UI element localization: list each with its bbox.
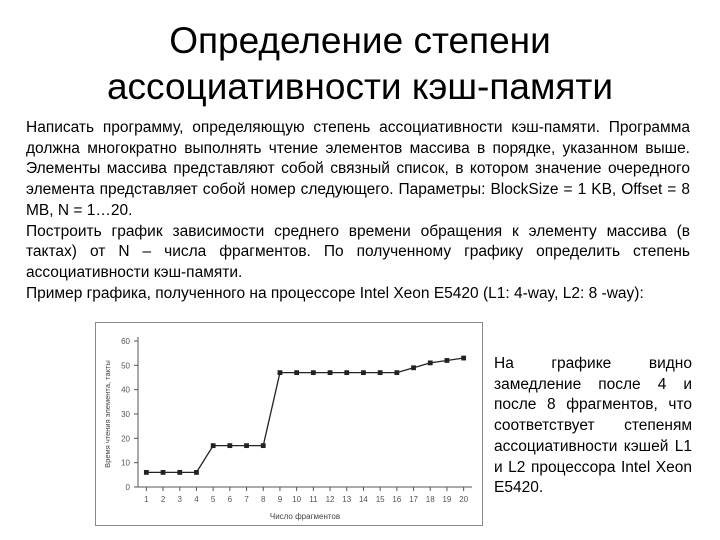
- title-line-1: Определение степени: [169, 20, 551, 61]
- x-tick-label: 5: [210, 495, 216, 504]
- data-point: [294, 370, 299, 375]
- x-tick-label: 7: [244, 495, 249, 504]
- data-point: [328, 370, 333, 375]
- x-tick-label: 18: [425, 495, 435, 504]
- chart-container: [95, 322, 483, 526]
- data-point: [144, 470, 149, 475]
- x-tick-label: 8: [261, 495, 266, 504]
- x-tick-label: 3: [177, 495, 182, 504]
- x-tick-label: 11: [309, 495, 318, 504]
- y-tick-label: 50: [121, 361, 130, 371]
- y-tick-label: 10: [121, 458, 130, 468]
- x-tick-label: 9: [277, 495, 283, 504]
- x-tick-label: 12: [325, 495, 335, 504]
- y-tick-label: 0: [125, 483, 130, 492]
- x-axis-label: Число фрагментов: [269, 512, 341, 521]
- x-tick-label: 16: [392, 495, 402, 504]
- x-tick-label: 6: [227, 495, 233, 504]
- data-point: [378, 370, 383, 375]
- data-point: [194, 470, 199, 475]
- x-tick-label: 1: [144, 495, 149, 504]
- data-point: [177, 470, 182, 475]
- data-point: [411, 365, 416, 370]
- data-point: [211, 443, 216, 448]
- chart-svg: [96, 323, 482, 525]
- y-axis-label: Время чтения элемента, такты: [103, 360, 112, 468]
- chart-explanation: На графике видно замедление после 4 и после 8 фрагментов, что соответствует степеням ассоциативности кэшей L1 и L2 процессора Intel Xeon E5420.: [494, 355, 692, 497]
- x-tick-label: 10: [292, 495, 302, 504]
- task-description: [26, 118, 690, 304]
- paragraph-example: Пример графика, полученного на процессоре Intel Xeon E5420 (L1: 4-way, L2: 8 -way):: [26, 284, 644, 302]
- data-point: [445, 358, 450, 363]
- x-tick-label: 19: [442, 495, 452, 504]
- series-line: [146, 358, 463, 472]
- data-point: [461, 356, 466, 361]
- x-tick-label: 13: [342, 495, 352, 504]
- x-tick-label: 4: [194, 495, 199, 504]
- title-line-2: ассоциативности кэш-памяти: [106, 66, 614, 107]
- data-point: [311, 370, 316, 375]
- paragraph-graph: Построить график зависимости среднего времени обращения к элементу массива (в тактах) от N – числа фрагментов. По полученному графику определить степень ассоциативности кэш-памяти.: [26, 222, 690, 281]
- data-point: [227, 443, 232, 448]
- data-point: [394, 370, 399, 375]
- x-tick-label: 15: [375, 495, 385, 504]
- y-tick-label: 20: [121, 434, 130, 444]
- data-point: [244, 443, 249, 448]
- data-point: [278, 370, 283, 375]
- data-point: [428, 361, 433, 366]
- data-point: [161, 470, 166, 475]
- x-tick-label: 14: [358, 495, 368, 504]
- data-point: [361, 370, 366, 375]
- x-tick-label: 17: [409, 495, 419, 504]
- x-tick-label: 20: [459, 495, 469, 504]
- y-tick-label: 40: [121, 385, 130, 395]
- slide-title: [0, 18, 720, 110]
- x-tick-label: 2: [160, 495, 166, 504]
- y-tick-label: 30: [121, 410, 130, 419]
- data-point: [261, 443, 266, 448]
- paragraph-task: Написать программу, определяющую степень ассоциативности кэш-памяти. Программа должна многократно выполнять чтение элементов массива в порядке, указанном выше. Элементы массива представляют собой связный список, в котором значение очередного элемента представляет собой номер следующего. Параметры: BlockSize = 1 KB, Offset = 8 MB, N = 1…20.: [26, 119, 690, 219]
- y-tick-label: 60: [121, 337, 130, 346]
- data-point: [344, 370, 349, 375]
